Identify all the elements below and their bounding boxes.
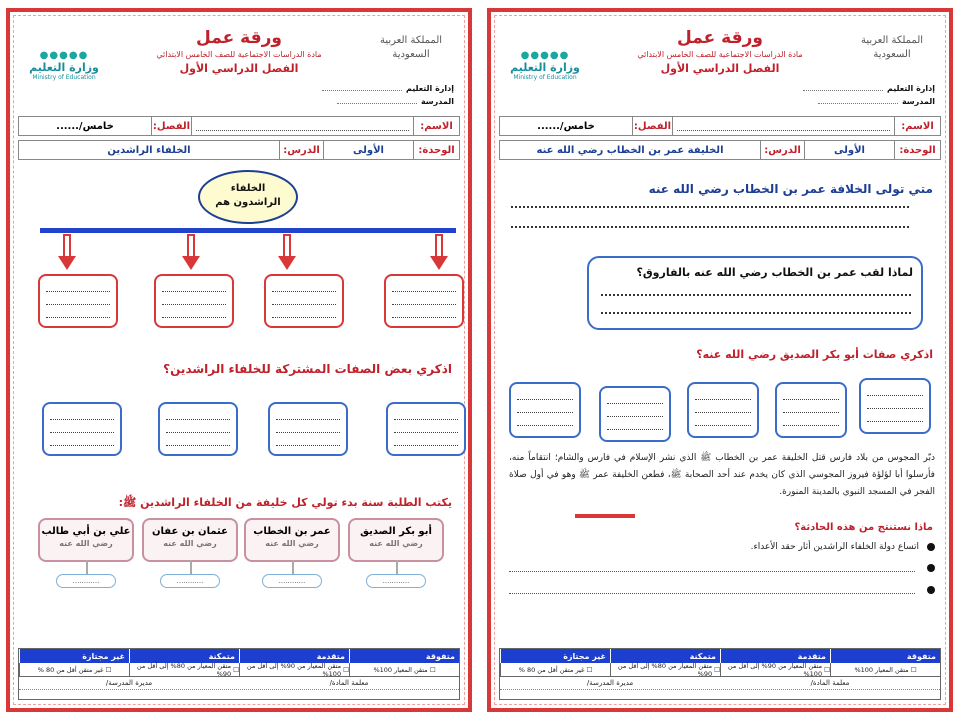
ministry-name-ar: وزارة التعليم [29, 61, 99, 74]
down-arrow-icon [280, 234, 294, 270]
conclusion-blank[interactable] [509, 586, 915, 594]
card-connector [292, 560, 294, 574]
admin-field[interactable] [322, 82, 402, 91]
card-connector [396, 560, 398, 574]
year-field[interactable]: ............ [262, 574, 322, 588]
rubric-criterion[interactable]: ☐ متقن المعيار 100% [830, 663, 940, 676]
admin-block [803, 82, 935, 108]
trait-box[interactable] [42, 402, 122, 456]
subject-line: مادة الدراسات الاجتماعية للصف الخامس الابتدائي [156, 50, 322, 59]
caliph-name: أبو بكر الصديق [360, 526, 432, 537]
trait-box[interactable] [509, 382, 581, 438]
rubric-level: متفوقة [349, 649, 459, 663]
seal-glyph-icon: رضي الله عنه [163, 539, 217, 548]
oval-line2: الراشدون هم [215, 197, 281, 208]
lesson-label: الدرس: [279, 141, 323, 159]
name-label: الاسم: [894, 117, 940, 135]
caliph-name: علي بن أبي طالب [41, 526, 131, 537]
answer-box[interactable] [154, 274, 234, 328]
admin-field[interactable] [803, 82, 883, 91]
worksheet-title: ورقة عمل [677, 28, 763, 48]
question-conclusion: ماذا نستنتج من هذه الحادثة؟ [794, 522, 933, 533]
unit-value: الأولى [323, 141, 413, 159]
trait-box[interactable] [158, 402, 238, 456]
rubric-table [18, 648, 460, 700]
worksheet-caliphs [6, 8, 472, 712]
school-label: المدرسة [901, 97, 935, 106]
name-label: الاسم: [413, 117, 459, 135]
conclusion-item[interactable] [509, 586, 935, 594]
worksheet-title: ورقة عمل [196, 28, 282, 48]
answer-line[interactable] [511, 226, 909, 228]
unit-label: الوحدة: [413, 141, 459, 159]
assassination-paragraph: دبّر المجوس من بلاد فارس قتل الخليفة عمر بن الخطاب ﷺ الذي نشر الإسلام في فارس والشام؛ انتقاماً منه، فأرسلوا أبا لؤلؤة فيروز المجوسي الذي كان يخدم عند أحد الصحابة ﷺ، فطعن الخليفة عمر ﷺ وهو في أول صلاة الفجر في المسجد النبوي بالمدينة المنورة. [509, 453, 935, 497]
answer-box[interactable] [384, 274, 464, 328]
answer-box[interactable] [264, 274, 344, 328]
trait-box[interactable] [775, 382, 847, 438]
rubric-level: غير مجتازة [500, 649, 610, 663]
rubric-level: غير مجتازة [19, 649, 129, 663]
question-omar-caliphate: متي تولى الخلافة عمر بن الخطاب رضي الله عنه [648, 182, 933, 196]
lesson-value: الخلفاء الراشدين [107, 144, 191, 156]
kingdom-logo: المملكة العربية السعودية [379, 35, 443, 60]
rubric-level: متقدمة [720, 649, 830, 663]
caliph-card [142, 518, 238, 562]
rubric-level: متمكنة [129, 649, 239, 663]
unit-value: الأولى [804, 141, 894, 159]
divider-bar [575, 514, 635, 518]
ministry-name-en: Ministry of Education [32, 74, 96, 81]
ministry-name-ar: وزارة التعليم [510, 61, 580, 74]
conclusion-text: اتساع دولة الخلفاء الراشدين أثار حقد الأعداء. [750, 542, 919, 552]
answer-line[interactable] [601, 312, 911, 314]
name-field[interactable] [191, 117, 413, 135]
rubric-level: متقدمة [239, 649, 349, 663]
question-farouq: لماذا لقب عمر بن الخطاب رضي الله عنه بالفاروق؟ [636, 266, 913, 279]
oval-line1: الخلفاء [230, 183, 266, 194]
teacher-sign: معلمة المادة/ [329, 679, 369, 687]
card-connector [86, 560, 88, 574]
ministry-logo [505, 50, 585, 81]
question-caliph-years: يكتب الطلبة سنة بدء تولي كل خليفة من الخلفاء الراشدين ﷺ: [118, 496, 452, 509]
unit-lesson-row [18, 140, 460, 160]
school-field[interactable] [818, 95, 898, 104]
down-arrow-icon [60, 234, 74, 270]
principal-sign: مديرة المدرسة/ [586, 679, 634, 687]
question-shared-traits: اذكري بعض الصفات المشتركة للخلفاء الراشدين؟ [163, 362, 452, 376]
trait-box[interactable] [687, 382, 759, 438]
bullet-icon [927, 586, 935, 594]
trait-box[interactable] [268, 402, 348, 456]
rubric-criterion[interactable]: ☐ متقن المعيار من 90% إلى أقل من 100% [239, 663, 349, 676]
year-field[interactable]: ............ [56, 574, 116, 588]
school-field[interactable] [337, 95, 417, 104]
conclusion-item [509, 542, 935, 552]
rubric-criterion[interactable]: ☐ متقن المعيار من 90% إلى أقل من 100% [720, 663, 830, 676]
bullet-icon [927, 564, 935, 572]
rubric-criterion[interactable]: ☐ غير متقن أقل من 80 % [19, 663, 129, 676]
seal-glyph-icon: رضي الله عنه [265, 539, 319, 548]
rubric-level: متمكنة [610, 649, 720, 663]
connector-bar [40, 228, 456, 233]
unit-lesson-row [499, 140, 941, 160]
answer-box[interactable] [38, 274, 118, 328]
conclusion-item[interactable] [509, 564, 935, 572]
year-field[interactable]: ............ [160, 574, 220, 588]
card-connector [190, 560, 192, 574]
caliph-card [38, 518, 134, 562]
down-arrow-icon [432, 234, 446, 270]
trait-box[interactable] [386, 402, 466, 456]
teacher-sign: معلمة المادة/ [810, 679, 850, 687]
worksheet-omar [487, 8, 953, 712]
class-label: الفصل: [151, 117, 191, 135]
subject-line: مادة الدراسات الاجتماعية للصف الخامس الابتدائي [637, 50, 803, 59]
ministry-logo [24, 50, 104, 81]
lesson-value: الخليفة عمر بن الخطاب رضي الله عنه [536, 144, 724, 156]
caliph-card [348, 518, 444, 562]
caliph-card [244, 518, 340, 562]
farouq-question-box [587, 256, 923, 330]
seal-glyph-icon: رضي الله عنه [59, 539, 113, 548]
rubric-criterion[interactable]: ☐ متقن المعيار من 80% إلى أقل من 90% [129, 663, 239, 676]
question-abubakr-traits: اذكري صفات أبو بكر الصديق رضي الله عنه؟ [696, 348, 933, 361]
ministry-name-en: Ministry of Education [513, 74, 577, 81]
rubric-level: متفوقة [830, 649, 940, 663]
semester-line: الفصل الدراسي الأول [660, 62, 780, 75]
class-field[interactable]: خامس/...... [537, 120, 595, 132]
class-field[interactable]: خامس/...... [56, 120, 114, 132]
rubric-table [499, 648, 941, 700]
admin-label: إدارة التعليم [405, 84, 454, 93]
name-class-row [18, 116, 460, 136]
school-label: المدرسة [420, 97, 454, 106]
conclusion-blank[interactable] [509, 564, 915, 572]
admin-block [322, 82, 454, 108]
rubric-criterion[interactable]: ☐ متقن المعيار من 80% إلى أقل من 90% [610, 663, 720, 676]
caliphs-oval [198, 170, 298, 224]
admin-label: إدارة التعليم [886, 84, 935, 93]
semester-line: الفصل الدراسي الأول [179, 62, 299, 75]
down-arrow-icon [184, 234, 198, 270]
principal-sign: مديرة المدرسة/ [105, 679, 153, 687]
rubric-criterion[interactable]: ☐ متقن المعيار 100% [349, 663, 459, 676]
unit-label: الوحدة: [894, 141, 940, 159]
caliph-name: عمر بن الخطاب [253, 526, 331, 537]
kingdom-logo: المملكة العربية السعودية [860, 35, 924, 60]
bullet-icon [927, 543, 935, 551]
ministry-dots-icon: ●●●●● [39, 50, 89, 61]
ministry-dots-icon: ●●●●● [520, 50, 570, 61]
lesson-label: الدرس: [760, 141, 804, 159]
class-label: الفصل: [632, 117, 672, 135]
seal-glyph-icon: رضي الله عنه [369, 539, 423, 548]
name-field[interactable] [672, 117, 894, 135]
answer-line[interactable] [511, 206, 909, 208]
trait-box[interactable] [859, 378, 931, 434]
name-class-row [499, 116, 941, 136]
rubric-criterion[interactable]: ☐ غير متقن أقل من 80 % [500, 663, 610, 676]
year-field[interactable]: ............ [366, 574, 426, 588]
answer-line[interactable] [601, 294, 911, 296]
caliph-name: عثمان بن عفان [152, 526, 228, 537]
trait-box[interactable] [599, 386, 671, 442]
